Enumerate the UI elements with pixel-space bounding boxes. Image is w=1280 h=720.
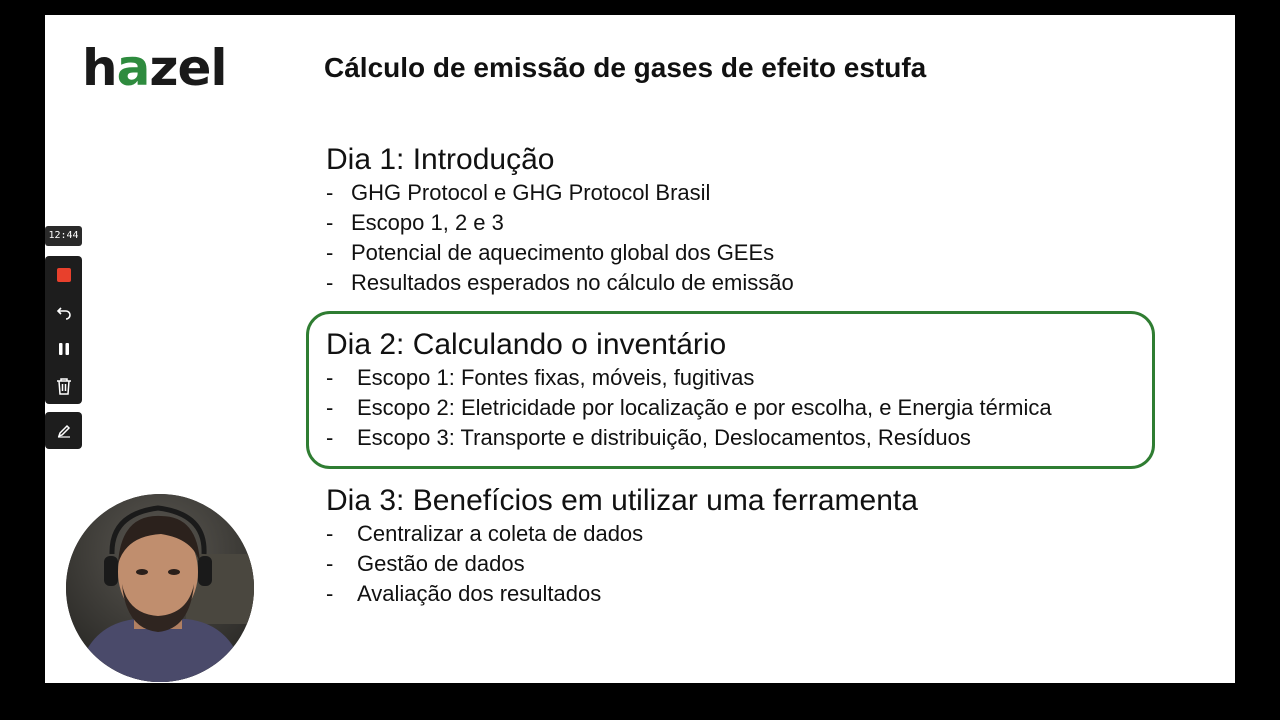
list-item: - Escopo 2: Eletricidade por localização e por escolha, e Energia térmica — [326, 395, 1052, 420]
undo-icon — [56, 304, 72, 320]
stop-record-icon — [57, 268, 71, 282]
stop-record-button[interactable] — [45, 256, 82, 293]
delete-button[interactable] — [45, 367, 82, 404]
recording-timer: 12:44 — [45, 226, 82, 246]
day-3-section — [326, 483, 918, 609]
day-1-heading: Dia 1: Introdução — [326, 143, 555, 176]
slide-title: Cálculo de emissão de gases de efeito estufa — [324, 52, 927, 83]
logo-leaf: a — [116, 39, 150, 97]
list-item: - Escopo 1: Fontes fixas, móveis, fugitivas — [326, 365, 755, 390]
day-2-section — [326, 327, 1052, 453]
day-3-heading: Dia 3: Benefícios em utilizar uma ferramenta — [326, 484, 918, 517]
list-item: - Gestão de dados — [326, 551, 525, 576]
pen-icon — [57, 424, 71, 438]
list-item: - GHG Protocol e GHG Protocol Brasil — [326, 180, 711, 205]
pause-button[interactable] — [45, 330, 82, 367]
presenter-webcam — [66, 494, 254, 682]
list-item: - Resultados esperados no cálculo de emissão — [326, 270, 794, 295]
pause-icon — [57, 342, 71, 356]
list-item: - Escopo 3: Transporte e distribuição, Deslocamentos, Resíduos — [326, 425, 971, 450]
presenter-image — [66, 494, 254, 682]
list-item: - Escopo 1, 2 e 3 — [326, 210, 504, 235]
list-item: - Avaliação dos resultados — [326, 581, 602, 606]
list-item: - Centralizar a coleta de dados — [326, 521, 644, 546]
trash-icon — [56, 377, 72, 395]
undo-button[interactable] — [45, 293, 82, 330]
day-1-section — [326, 142, 794, 298]
day-2-heading: Dia 2: Calculando o inventário — [326, 328, 727, 361]
hazel-logo: hazel — [82, 39, 227, 97]
list-item: - Potencial de aquecimento global dos GEEs — [326, 240, 775, 265]
draw-button[interactable] — [45, 412, 82, 449]
